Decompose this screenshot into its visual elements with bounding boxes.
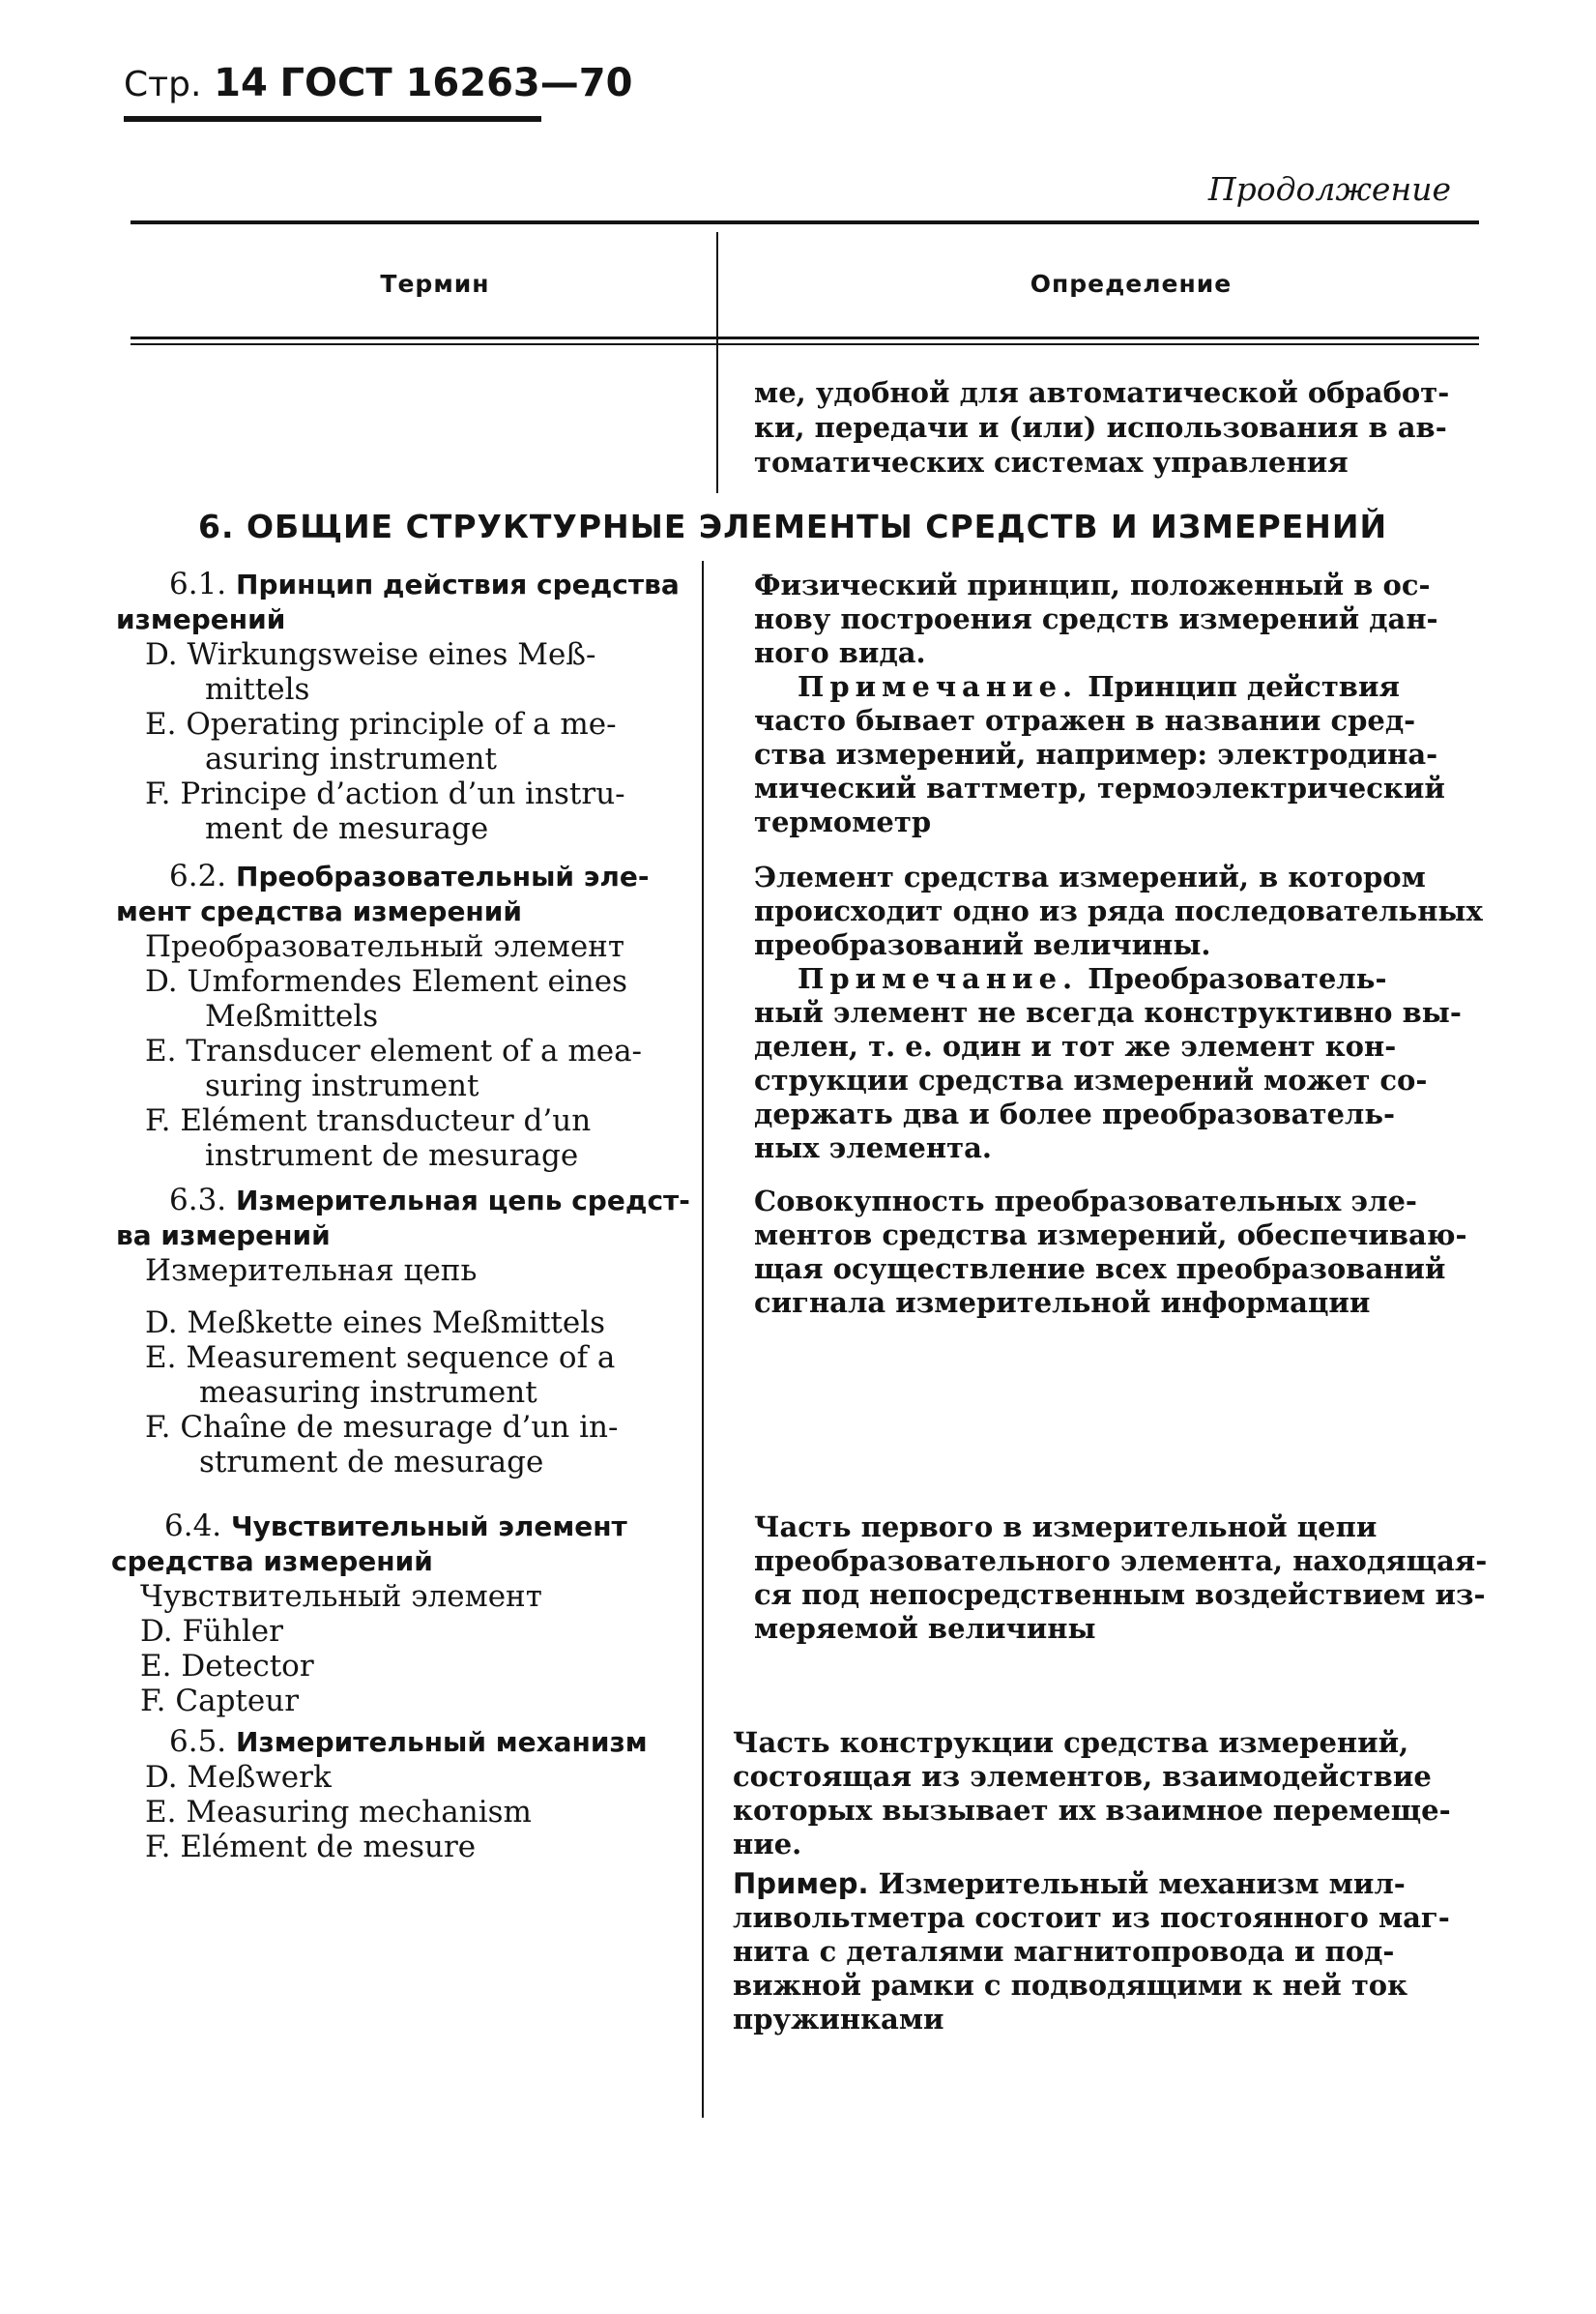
term-number: 6.2.	[169, 859, 227, 893]
text-line: ного вида.	[754, 636, 926, 669]
page-header	[124, 60, 632, 108]
definition-6-2	[754, 861, 1483, 1165]
text-line: ных элемента.	[754, 1131, 992, 1164]
text-line: часто бывает отражен в названии сред-	[754, 704, 1416, 737]
term-de-cont: mittels	[205, 672, 310, 707]
term-number: 6.4.	[164, 1508, 222, 1543]
term-6-5	[116, 1724, 648, 1864]
header-underline	[124, 116, 541, 122]
continuation-label: Продолжение	[1207, 170, 1451, 208]
text-line: щая осуществление всех преобразований	[754, 1252, 1446, 1285]
term-title: Измерительный механизм	[236, 1726, 648, 1758]
text-line: состоящая из элементов, взаимодействие	[733, 1760, 1432, 1793]
term-6-1	[116, 567, 680, 846]
term-fr: F. Elément de mesure	[145, 1830, 477, 1864]
term-title-cont: средства измерений	[111, 1545, 433, 1577]
term-title-cont: измерений	[116, 603, 286, 635]
text-line: мический ваттметр, термоэлектрический	[754, 772, 1445, 805]
definition-6-4	[754, 1510, 1487, 1646]
term-title: Принцип действия средства	[236, 569, 680, 600]
text-line: Измерительный механизм мил-	[878, 1867, 1406, 1900]
text-line: ки, передачи и (или) использования в ав-	[754, 411, 1447, 444]
table-header-rule-2	[131, 343, 1479, 345]
table-top-rule	[131, 220, 1479, 224]
text-line: ливольтметра состоит из постоянного маг-	[733, 1901, 1450, 1934]
text-line: Преобразователь-	[1088, 962, 1387, 995]
text-line: происходит одно из ряда последовательных	[754, 894, 1483, 927]
term-number: 6.5.	[169, 1724, 227, 1759]
definition-6-3	[754, 1185, 1467, 1320]
text-line: Часть конструкции средства измерений,	[733, 1726, 1409, 1759]
definition-6-1	[754, 569, 1445, 839]
column-header-term: Термин	[380, 270, 490, 298]
term-de: D. Umformendes Element eines	[145, 964, 627, 999]
text-line: Совокупность преобразовательных эле-	[754, 1185, 1417, 1217]
text-line: меряемой величины	[754, 1612, 1096, 1645]
term-number: 6.3.	[169, 1183, 227, 1217]
text-line: ментов средства измерений, обеспечиваю-	[754, 1218, 1467, 1251]
term-fr-cont: instrument de mesurage	[205, 1138, 579, 1173]
text-line: ние.	[733, 1828, 802, 1860]
text-line: преобразований величины.	[754, 928, 1211, 961]
term-en: E. Measurement sequence of a	[145, 1340, 616, 1375]
term-6-4	[111, 1508, 627, 1718]
term-title: Преобразовательный эле-	[236, 861, 650, 893]
term-de: D. Meßkette eines Meßmittels	[145, 1305, 606, 1340]
term-fr: F. Principe d’action d’un instru-	[145, 776, 625, 811]
text-line: ся под непосредственным воздействием из-	[754, 1578, 1486, 1611]
term-en: E. Transducer element of a mea-	[145, 1034, 643, 1069]
continued-definition	[754, 375, 1449, 480]
section-title: 6. ОБЩИЕ СТРУКТУРНЫЕ ЭЛЕМЕНТЫ СРЕДСТВ И ИЗМЕРЕНИЙ	[198, 508, 1388, 545]
term-short: Измерительная цепь	[145, 1253, 478, 1288]
note-label: Примечание.	[798, 670, 1079, 703]
text-line: пружинками	[733, 2003, 944, 2036]
term-de: D. Fühler	[140, 1614, 283, 1649]
page-number: 14	[214, 61, 268, 105]
page-prefix: Стр.	[124, 65, 202, 104]
text-line: Физический принцип, положенный в ос-	[754, 569, 1431, 601]
term-title: Чувствительный элемент	[231, 1510, 627, 1542]
term-6-3	[116, 1183, 690, 1479]
example-label: Пример.	[733, 1867, 869, 1900]
term-fr-cont: strument de mesurage	[199, 1445, 544, 1479]
column-divider-main	[702, 561, 704, 2118]
term-fr: F. Capteur	[140, 1684, 300, 1718]
text-line: Элемент средства измерений, в котором	[754, 861, 1426, 893]
text-line: сигнала измерительной информации	[754, 1286, 1371, 1319]
spacer	[116, 1288, 690, 1305]
text-line: томатических системах управления	[754, 446, 1349, 479]
term-de-cont: Meßmittels	[205, 999, 379, 1034]
text-line: Часть первого в измерительной цепи	[754, 1510, 1378, 1543]
text-line: преобразовательного элемента, находящая-	[754, 1544, 1488, 1577]
text-line: нита с деталями магнитопровода и под-	[733, 1935, 1395, 1968]
definition-6-5	[733, 1726, 1451, 2036]
note-label: Примечание.	[798, 962, 1079, 995]
term-number: 6.1.	[169, 567, 227, 601]
term-en: E. Operating principle of a me-	[145, 707, 617, 742]
term-6-2	[116, 859, 650, 1173]
column-header-definition: Определение	[1030, 270, 1233, 298]
term-fr-cont: ment de mesurage	[205, 811, 489, 846]
term-en: E. Detector	[140, 1649, 314, 1684]
term-title-cont: мент средства измерений	[116, 895, 523, 927]
term-short: Чувствительный элемент	[140, 1579, 542, 1614]
text-line: термометр	[754, 806, 932, 838]
table-header-rule-1	[131, 337, 1479, 339]
term-fr: F. Elément transducteur d’un	[145, 1103, 592, 1138]
text-line: которых вызывает их взаимное перемеще-	[733, 1794, 1451, 1827]
term-title: Измерительная цепь средст-	[236, 1185, 690, 1216]
standard-code: ГОСТ 16263—70	[279, 61, 633, 105]
text-line: ный элемент не всегда конструктивно вы-	[754, 996, 1462, 1029]
term-en: E. Measuring mechanism	[145, 1795, 532, 1830]
term-en-cont: measuring instrument	[199, 1375, 537, 1410]
term-short: Преобразовательный элемент	[145, 929, 624, 964]
text-line: вижной рамки с подводящими к ней ток	[733, 1969, 1408, 2002]
term-fr: F. Chaîne de mesurage d’un in-	[145, 1410, 619, 1445]
term-en-cont: suring instrument	[205, 1069, 479, 1103]
term-de: D. Meßwerk	[145, 1760, 332, 1795]
term-en-cont: asuring instrument	[205, 742, 497, 776]
text-line: держать два и более преобразователь-	[754, 1098, 1396, 1130]
text-line: струкции средства измерений может со-	[754, 1064, 1428, 1097]
term-title-cont: ва измерений	[116, 1219, 331, 1251]
text-line: Принцип действия	[1088, 670, 1400, 703]
term-de: D. Wirkungsweise eines Meß-	[145, 637, 596, 672]
text-line: ме, удобной для автоматической обработ-	[754, 376, 1450, 409]
column-divider-top	[716, 232, 718, 493]
text-line: нову построения средств измерений дан-	[754, 602, 1438, 635]
text-line: ства измерений, например: электродина-	[754, 738, 1438, 771]
text-line: делен, т. е. один и тот же элемент кон-	[754, 1030, 1397, 1063]
